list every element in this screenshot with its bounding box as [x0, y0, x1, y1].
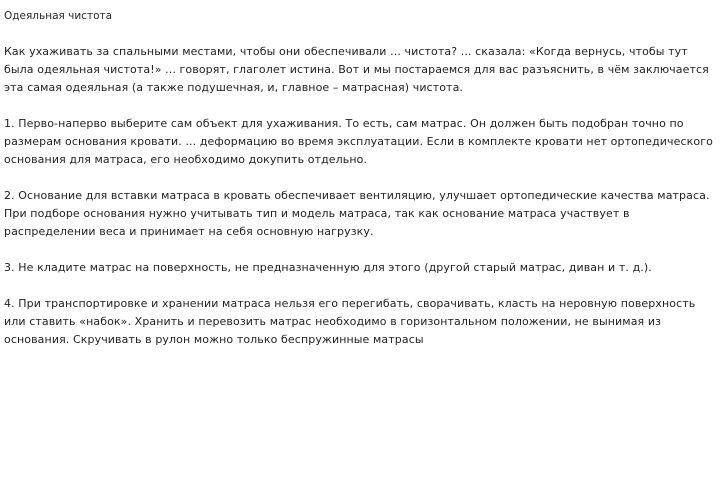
list-item-2: 2. Основание для вставки матраса в кровать обеспечивает вентиляцию, улучшает ортопедические качества матраса. При подборе основания нужно учитывать тип и модель матраса, так как основание матраса участвует в распределении веса и принимает на себя основную нагрузку.: [4, 189, 710, 238]
intro-paragraph: Как ухаживать за спальными местами, чтобы они обеспечивали ... чистота? ... сказала: «Когда вернусь, чтобы тут была одеяльная чистота!» ... говорят, глаголет истина. Вот и мы постараемся для вас разъяснить, в чём заключается эта самая одеяльная (а также подушечная, и, главное – матрасная) чистота.: [4, 45, 709, 94]
document-title: Одеяльная чистота: [4, 10, 113, 22]
list-item-3: 3. Не кладите матрас на поверхность, не предназначенную для этого (другой старый матрас, диван и т. д.).: [4, 261, 652, 274]
list-item-1: 1. Перво-наперво выберите сам объект для ухаживания. То есть, сам матрас. Он должен быть подобран точно по размерам основания кровати. ... деформацию во время эксплуатации. Если в комплекте кровати нет ортопедического основания для матраса, его необходимо докупить отдельно.: [4, 117, 713, 166]
list-item-4: 4. При транспортировке и хранении матраса нельзя его перегибать, сворачивать, класть на неровную поверхность или ставить «набок». Хранить и перевозить матрас необходимо в горизонтальном положении, не вынимая из основания. Скручивать в рулон можно только беспружинные матрасы: [4, 297, 696, 346]
